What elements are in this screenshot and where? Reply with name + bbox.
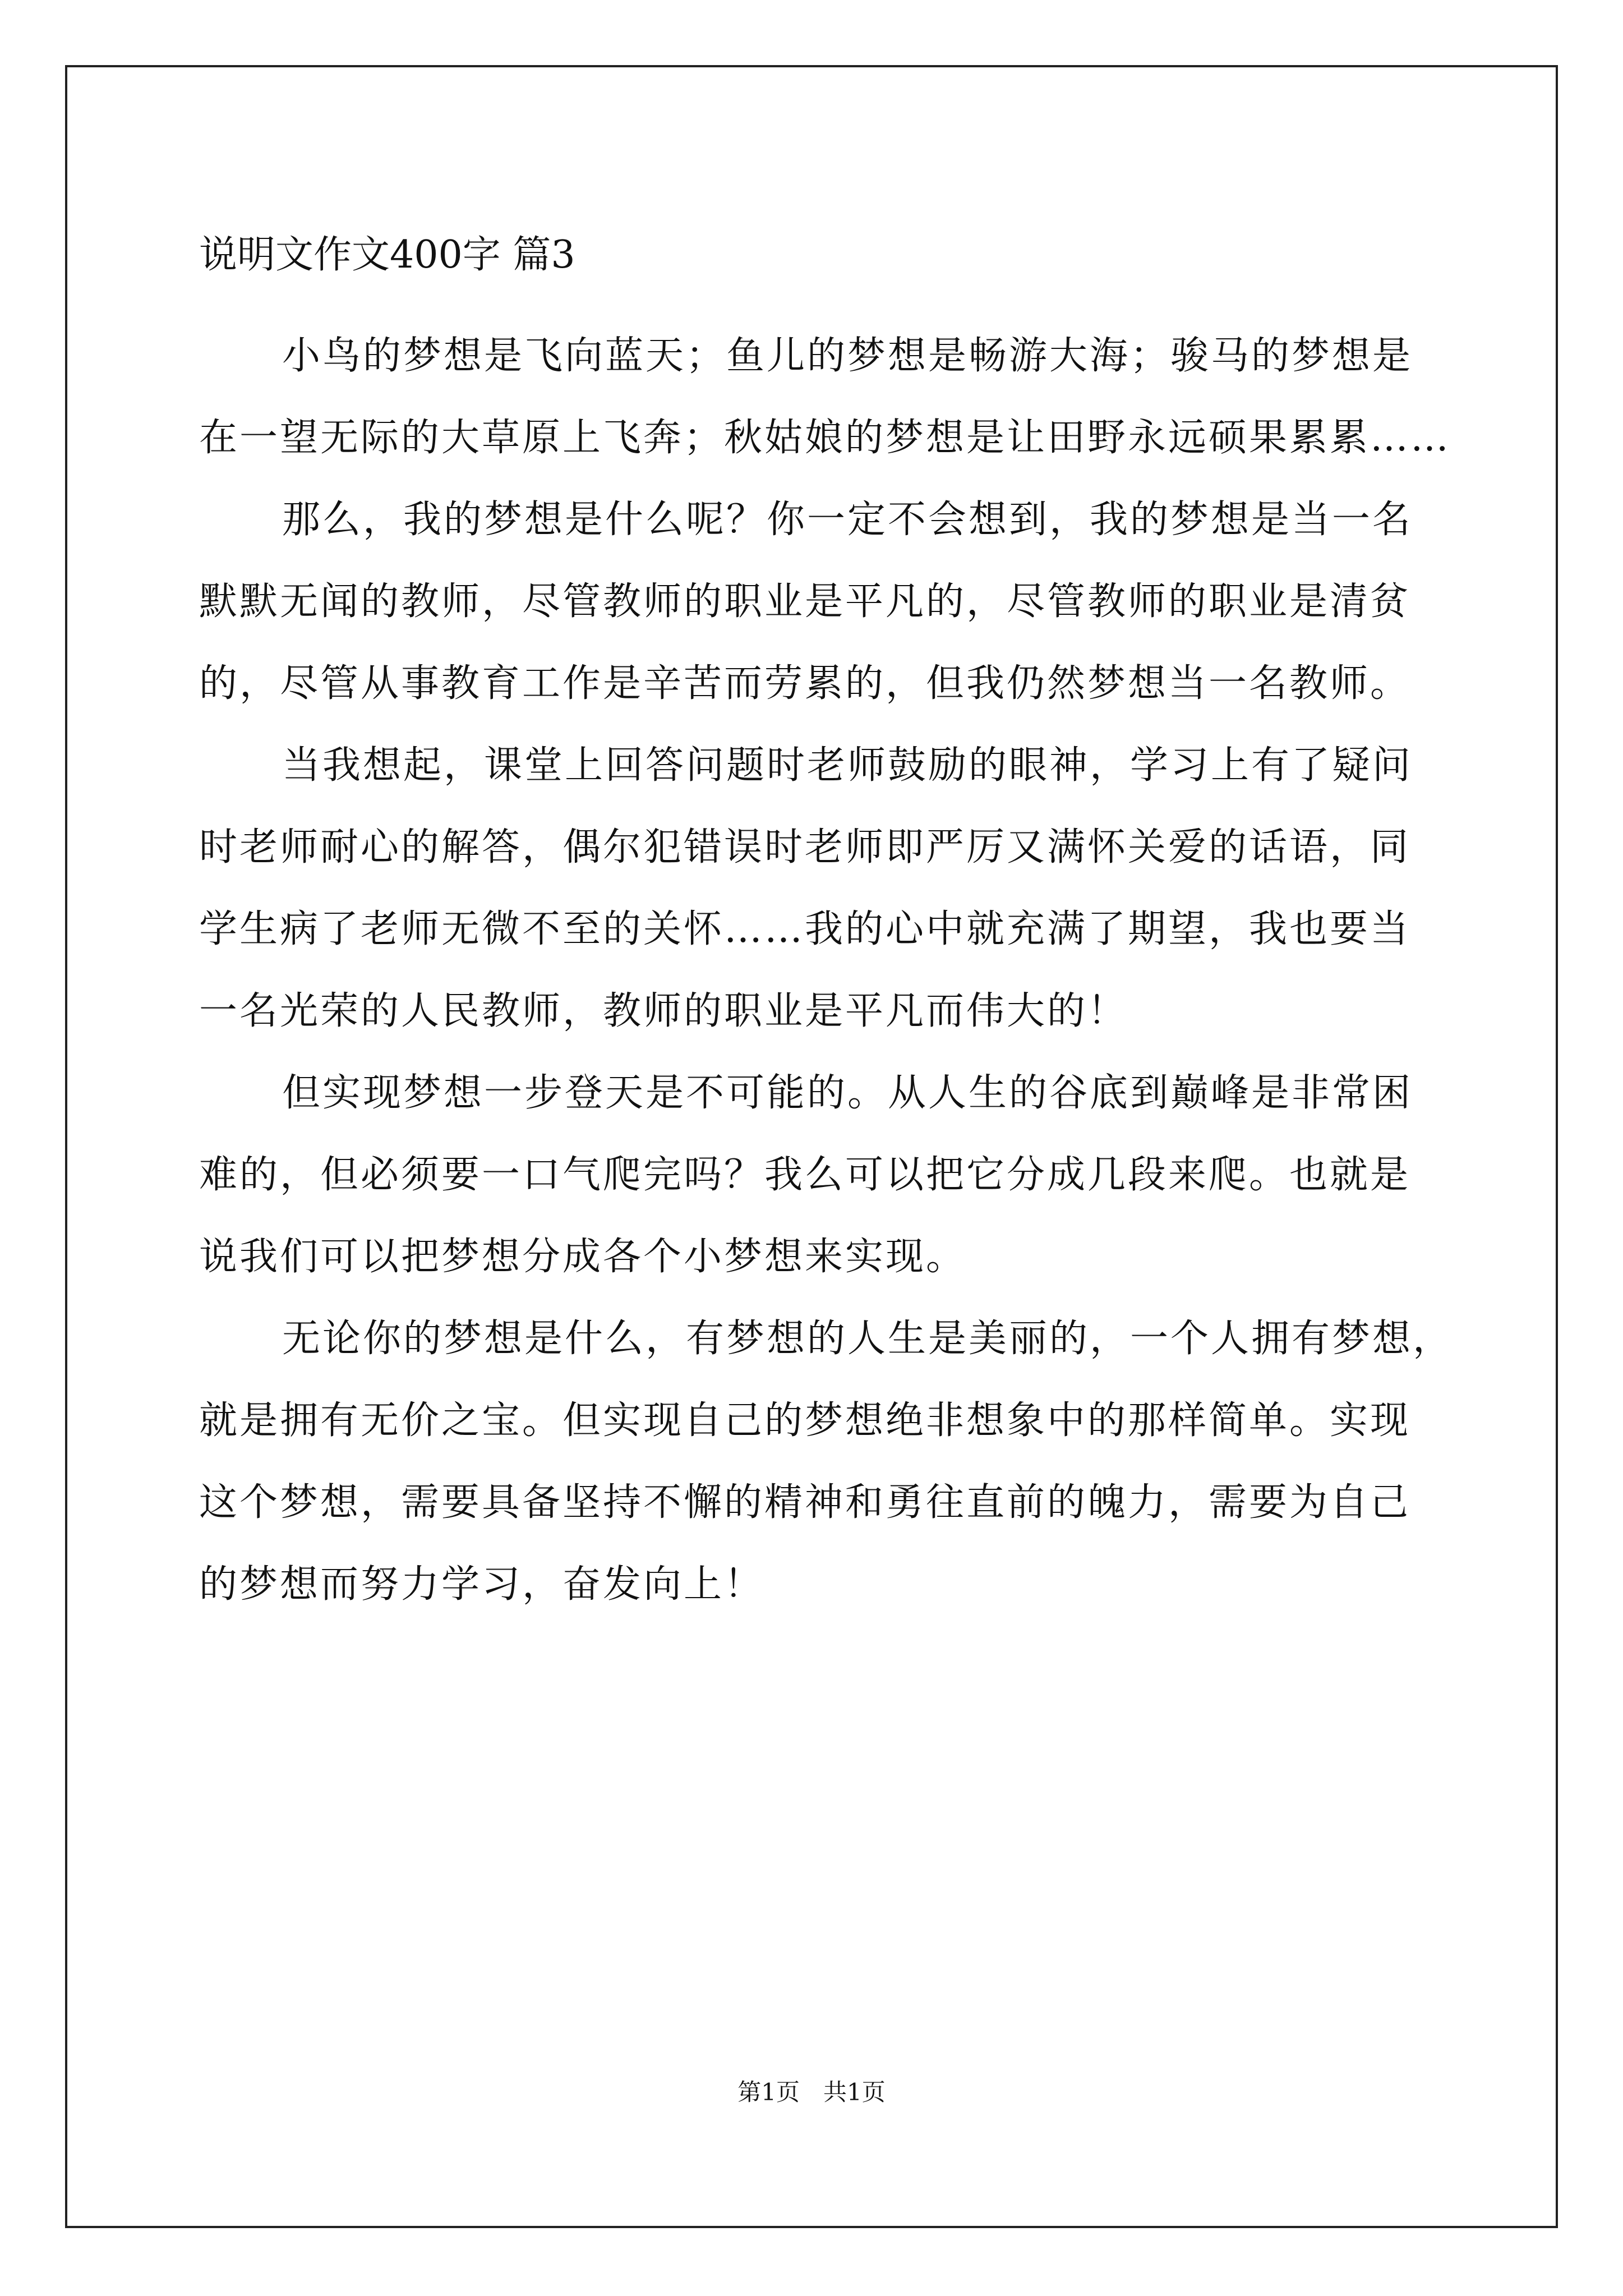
paragraph-line: 在一望无际的大草原上飞奔；秋姑娘的梦想是让田野永远硕果累累…… bbox=[199, 416, 1451, 460]
paragraph-line: 小鸟的梦想是飞向蓝天；鱼儿的梦想是畅游大海；骏马的梦想是 bbox=[282, 334, 1413, 378]
paragraph-line: 学生病了老师无微不至的关怀……我的心中就充满了期望，我也要当 bbox=[199, 907, 1411, 951]
page-number-footer: 第1页 共1页 bbox=[737, 2078, 886, 2106]
paragraph-line: 那么，我的梦想是什么呢？你一定不会想到，我的梦想是当一名 bbox=[282, 498, 1413, 542]
paragraph-line: 时老师耐心的解答，偶尔犯错误时老师即严厉又满怀关爱的话语，同 bbox=[199, 825, 1411, 869]
paragraph-line: 无论你的梦想是什么，有梦想的人生是美丽的，一个人拥有梦想， bbox=[282, 1317, 1454, 1361]
paragraph-line: 一名光荣的人民教师，教师的职业是平凡而伟大的！ bbox=[199, 989, 1128, 1033]
paragraph-3 bbox=[199, 725, 1426, 1052]
paragraph-line: 默默无闻的教师，尽管教师的职业是平凡的，尽管教师的职业是清贫 bbox=[199, 579, 1411, 624]
paragraph-line: 但实现梦想一步登天是不可能的。从人生的谷底到巅峰是非常困 bbox=[282, 1071, 1413, 1115]
paragraph-line: 当我想起，课堂上回答问题时老师鼓励的眼神，学习上有了疑问 bbox=[282, 743, 1413, 788]
paragraph-line: 难的，但必须要一口气爬完吗？我么可以把它分成几段来爬。也就是 bbox=[199, 1153, 1411, 1197]
paragraph-line: 的梦想而努力学习，奋发向上！ bbox=[199, 1562, 765, 1607]
paragraph-line: 说我们可以把梦想分成各个小梦想来实现。 bbox=[199, 1235, 967, 1279]
paragraph-2 bbox=[199, 479, 1426, 725]
document-title: 说明文作文400字 篇3 bbox=[199, 233, 575, 277]
paragraph-4 bbox=[199, 1052, 1426, 1298]
paragraph-line: 就是拥有无价之宝。但实现自己的梦想绝非想象中的那样简单。实现 bbox=[199, 1398, 1411, 1443]
paragraph-5 bbox=[199, 1298, 1454, 1626]
document-body bbox=[199, 315, 1454, 1626]
paragraph-1 bbox=[199, 315, 1451, 479]
paragraph-line: 这个梦想，需要具备坚持不懈的精神和勇往直前的魄力，需要为自己 bbox=[199, 1480, 1411, 1525]
paragraph-line: 的，尽管从事教育工作是辛苦而劳累的，但我仍然梦想当一名教师。 bbox=[199, 661, 1411, 706]
